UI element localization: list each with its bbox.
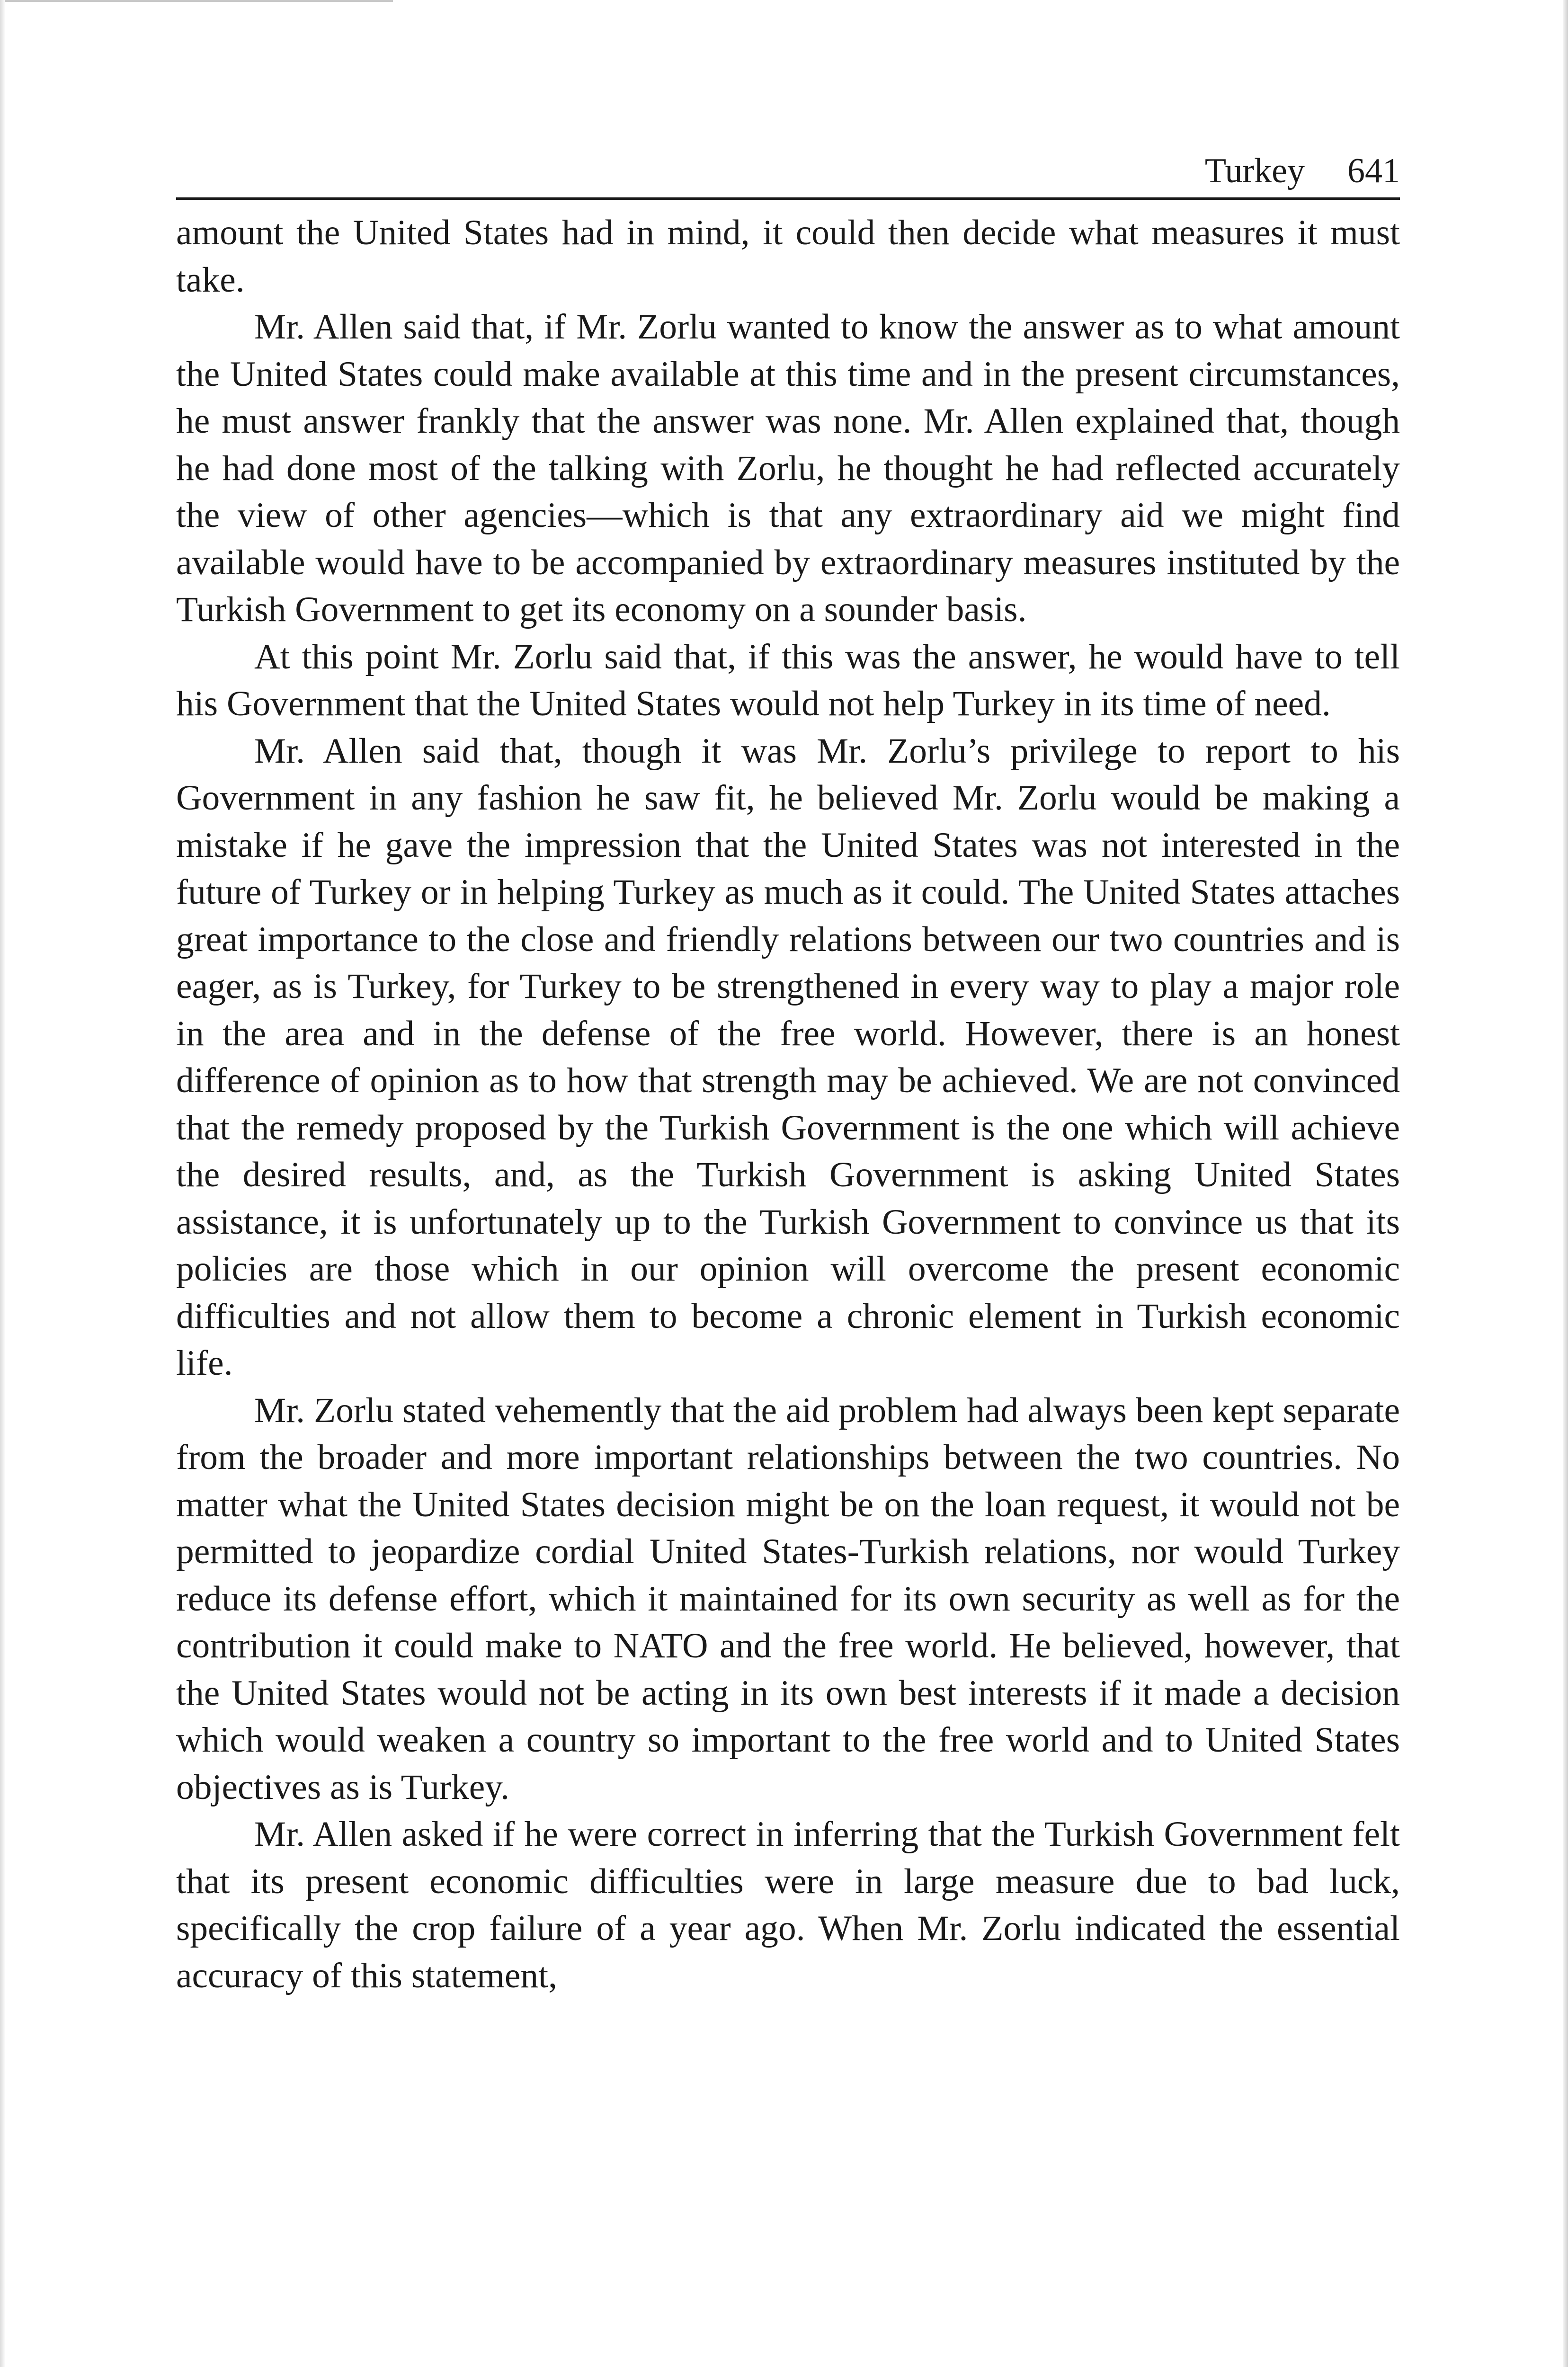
scan-edge-right <box>1563 0 1568 2367</box>
paragraph-3: At this point Mr. Zorlu said that, if this was the answer, he would have to tell his Government that the United States would not help Turkey in its time of need. <box>176 637 1400 723</box>
paragraph-5: Mr. Zorlu stated vehemently that the aid problem had always been kept separate from the broader and more important relationships between the two countries. No matter what the United States decision might be on the loan request, it would not be permitted to jeopardize cordial United States-Turkish relations, nor would Turkey reduce its defense effort, which it maintained for its own security as well as for the contribution it could make to NATO and the free world. He believed, however, that the United States would not be acting in its own best interests if it made a decision which would weaken a country so important to the free world and to United States objectives as is Turkey. <box>176 1390 1400 1807</box>
running-head-title: Turkey <box>1204 151 1305 190</box>
paragraph-1: amount the United States had in mind, it could then decide what measures it must take. <box>176 213 1400 300</box>
running-head <box>176 144 1400 200</box>
paragraph-4: Mr. Allen said that, though it was Mr. Zorlu’s privilege to report to his Government in any fashion he saw fit, he believed Mr. Zorlu would be making a mistake if he gave the impression that the United States was not interested in the future of Turkey or in helping Turkey as much as it could. The United States attaches great importance to the close and friendly relations between our two countries and is eager, as is Turkey, for Turkey to be strengthened in every way to play a major role in the area and in the defense of the free world. However, there is an honest difference of opinion as to how that strength may be achieved. We are not convinced that the remedy proposed by the Turkish Government is the one which will achieve the desired results, and, as the Turkish Government is asking United States assistance, it is unfortunately up to the Turkish Government to convince us that its policies are those which in our opinion will overcome the present economic difficulties and not allow them to become a chronic element in Turkish economic life. <box>176 731 1400 1383</box>
page-number: 641 <box>1347 151 1400 190</box>
paragraph-2: Mr. Allen said that, if Mr. Zorlu wanted to know the answer as to what amount the United States could make available at this time and in the present circumstances, he must answer frankly that the answer was none. Mr. Allen explained that, though he had done most of the talking with Zorlu, he thought he had reflected accurately the view of other agencies—which is that any extraordinary aid we might find available would have to be accompanied by extraordinary measures instituted by the Turkish Government to get its economy on a sounder basis. <box>176 307 1400 629</box>
paragraph-6: Mr. Allen asked if he were correct in inferring that the Turkish Government felt that its present economic difficulties were in large measure due to bad luck, specifically the crop failure of a year ago. When Mr. Zorlu indicated the essential accuracy of this statement, <box>176 1815 1400 1995</box>
body-text <box>176 209 1400 1999</box>
scan-edge-left <box>0 0 5 2367</box>
scan-edge-top <box>0 0 393 2</box>
document-page <box>176 144 1400 1999</box>
